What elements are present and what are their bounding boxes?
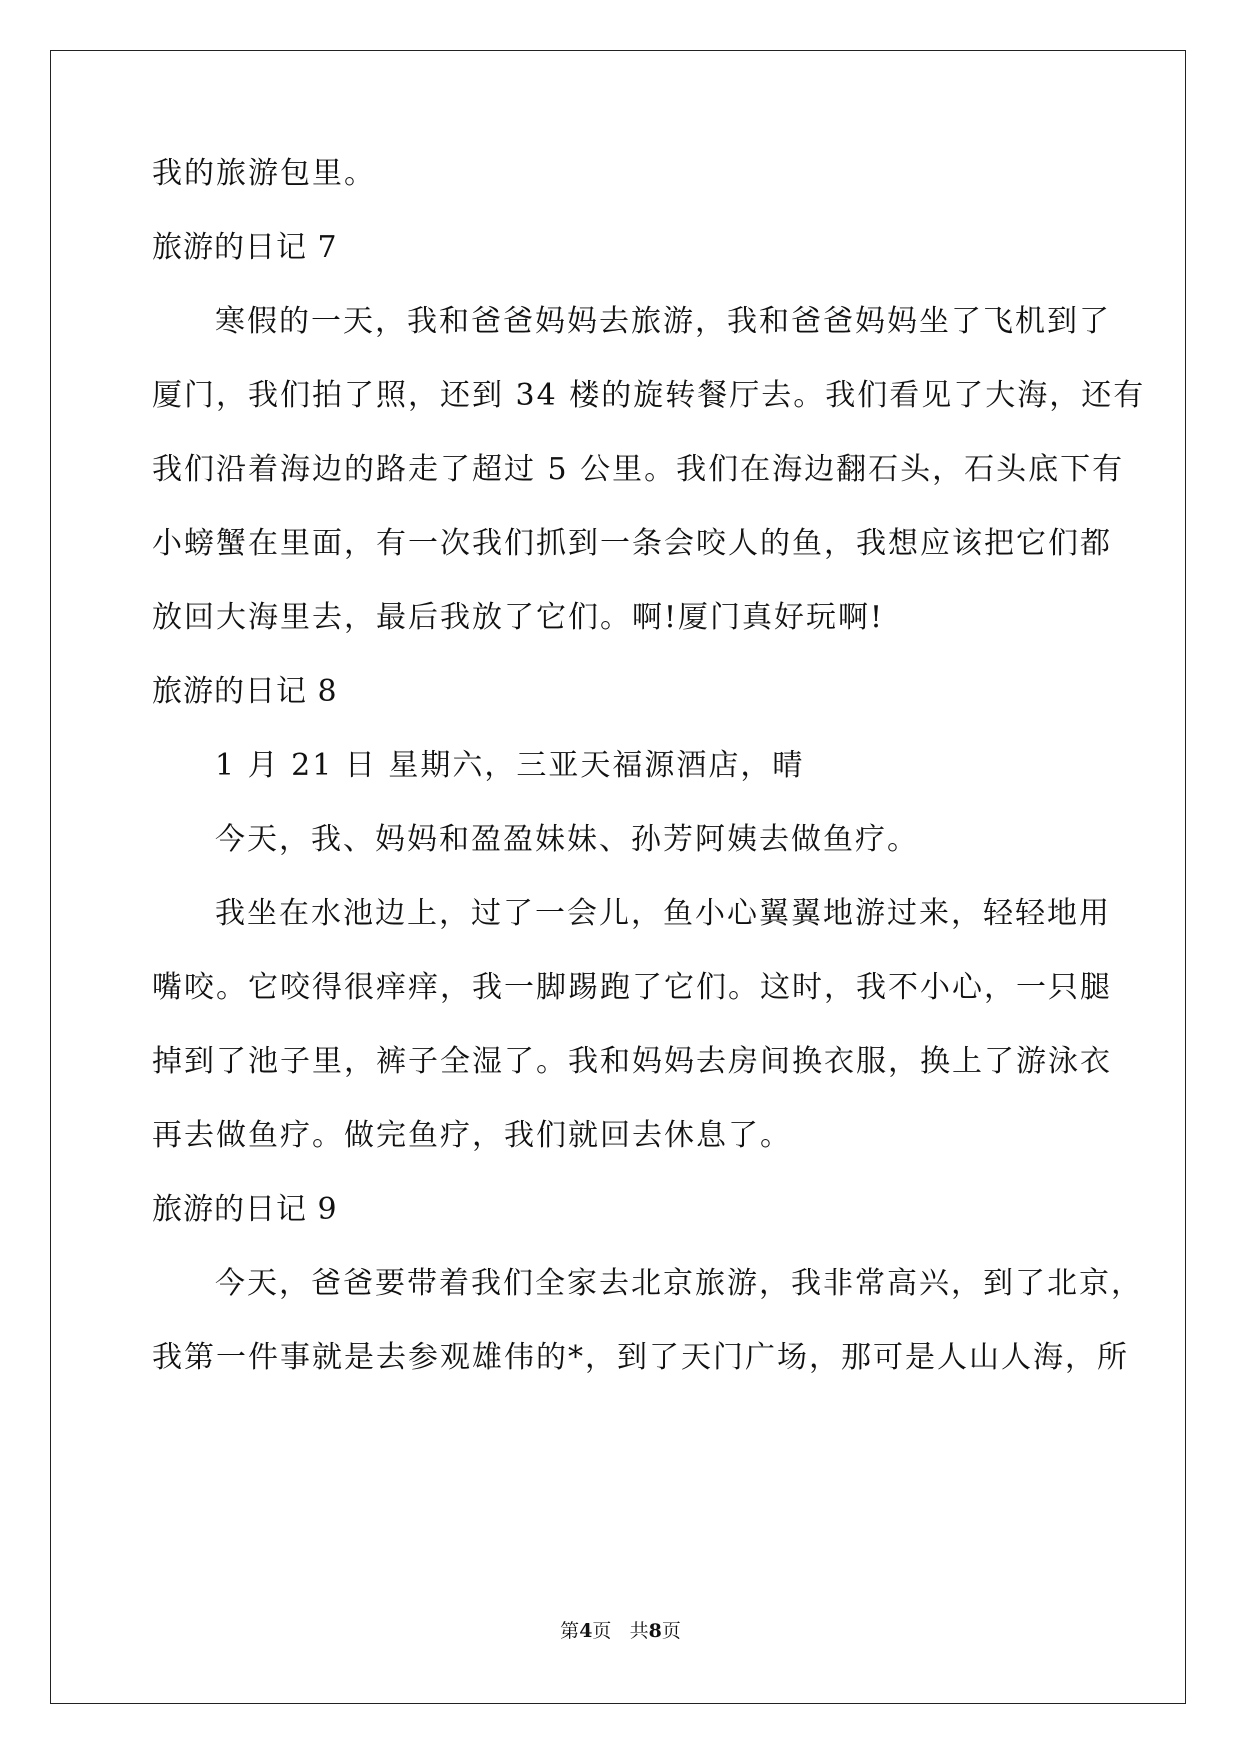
paragraph-line: 今天，爸爸要带着我们全家去北京旅游，我非常高兴，到了北京， xyxy=(215,1266,1143,1301)
paragraph-line: 厦门，我们拍了照，还到 34 楼的旋转餐厅去。我们看见了大海，还有 xyxy=(152,378,1146,413)
total-prefix: 共 xyxy=(629,1620,649,1642)
page-border xyxy=(50,50,1186,1704)
current-page-number: 4 xyxy=(579,1620,593,1642)
total-pages-number: 8 xyxy=(648,1620,662,1642)
paragraph-line: 放回大海里去，最后我放了它们。啊!厦门真好玩啊! xyxy=(152,600,885,635)
paragraph-line: 我的旅游包里。 xyxy=(152,156,376,191)
section-heading: 旅游的日记 8 xyxy=(152,674,338,709)
page-suffix: 页 xyxy=(592,1620,612,1642)
paragraph-line: 我们沿着海边的路走了超过 5 公里。我们在海边翻石头，石头底下有 xyxy=(152,452,1125,487)
paragraph-line: 掉到了池子里，裤子全湿了。我和妈妈去房间换衣服，换上了游泳衣 xyxy=(152,1044,1112,1079)
total-suffix: 页 xyxy=(661,1620,681,1642)
paragraph-line: 寒假的一天，我和爸爸妈妈去旅游，我和爸爸妈妈坐了飞机到了 xyxy=(215,304,1111,339)
paragraph-line: 再去做鱼疗。做完鱼疗，我们就回去休息了。 xyxy=(152,1118,792,1153)
page-prefix: 第 xyxy=(560,1620,580,1642)
page-footer xyxy=(0,1619,1241,1643)
section-heading: 旅游的日记 9 xyxy=(152,1192,338,1227)
paragraph-line: 今天，我、妈妈和盈盈妹妹、孙芳阿姨去做鱼疗。 xyxy=(215,822,919,857)
section-heading: 旅游的日记 7 xyxy=(152,230,338,265)
paragraph-line: 我坐在水池边上，过了一会儿，鱼小心翼翼地游过来，轻轻地用 xyxy=(215,896,1111,931)
paragraph-line: 嘴咬。它咬得很痒痒，我一脚踢跑了它们。这时，我不小心，一只腿 xyxy=(152,970,1112,1005)
date-line: 1 月 21 日 星期六，三亚天福源酒店，晴 xyxy=(215,748,805,783)
paragraph-line: 我第一件事就是去参观雄伟的*，到了天门广场，那可是人山人海，所 xyxy=(152,1340,1129,1375)
paragraph-line: 小螃蟹在里面，有一次我们抓到一条会咬人的鱼，我想应该把它们都 xyxy=(152,526,1112,561)
